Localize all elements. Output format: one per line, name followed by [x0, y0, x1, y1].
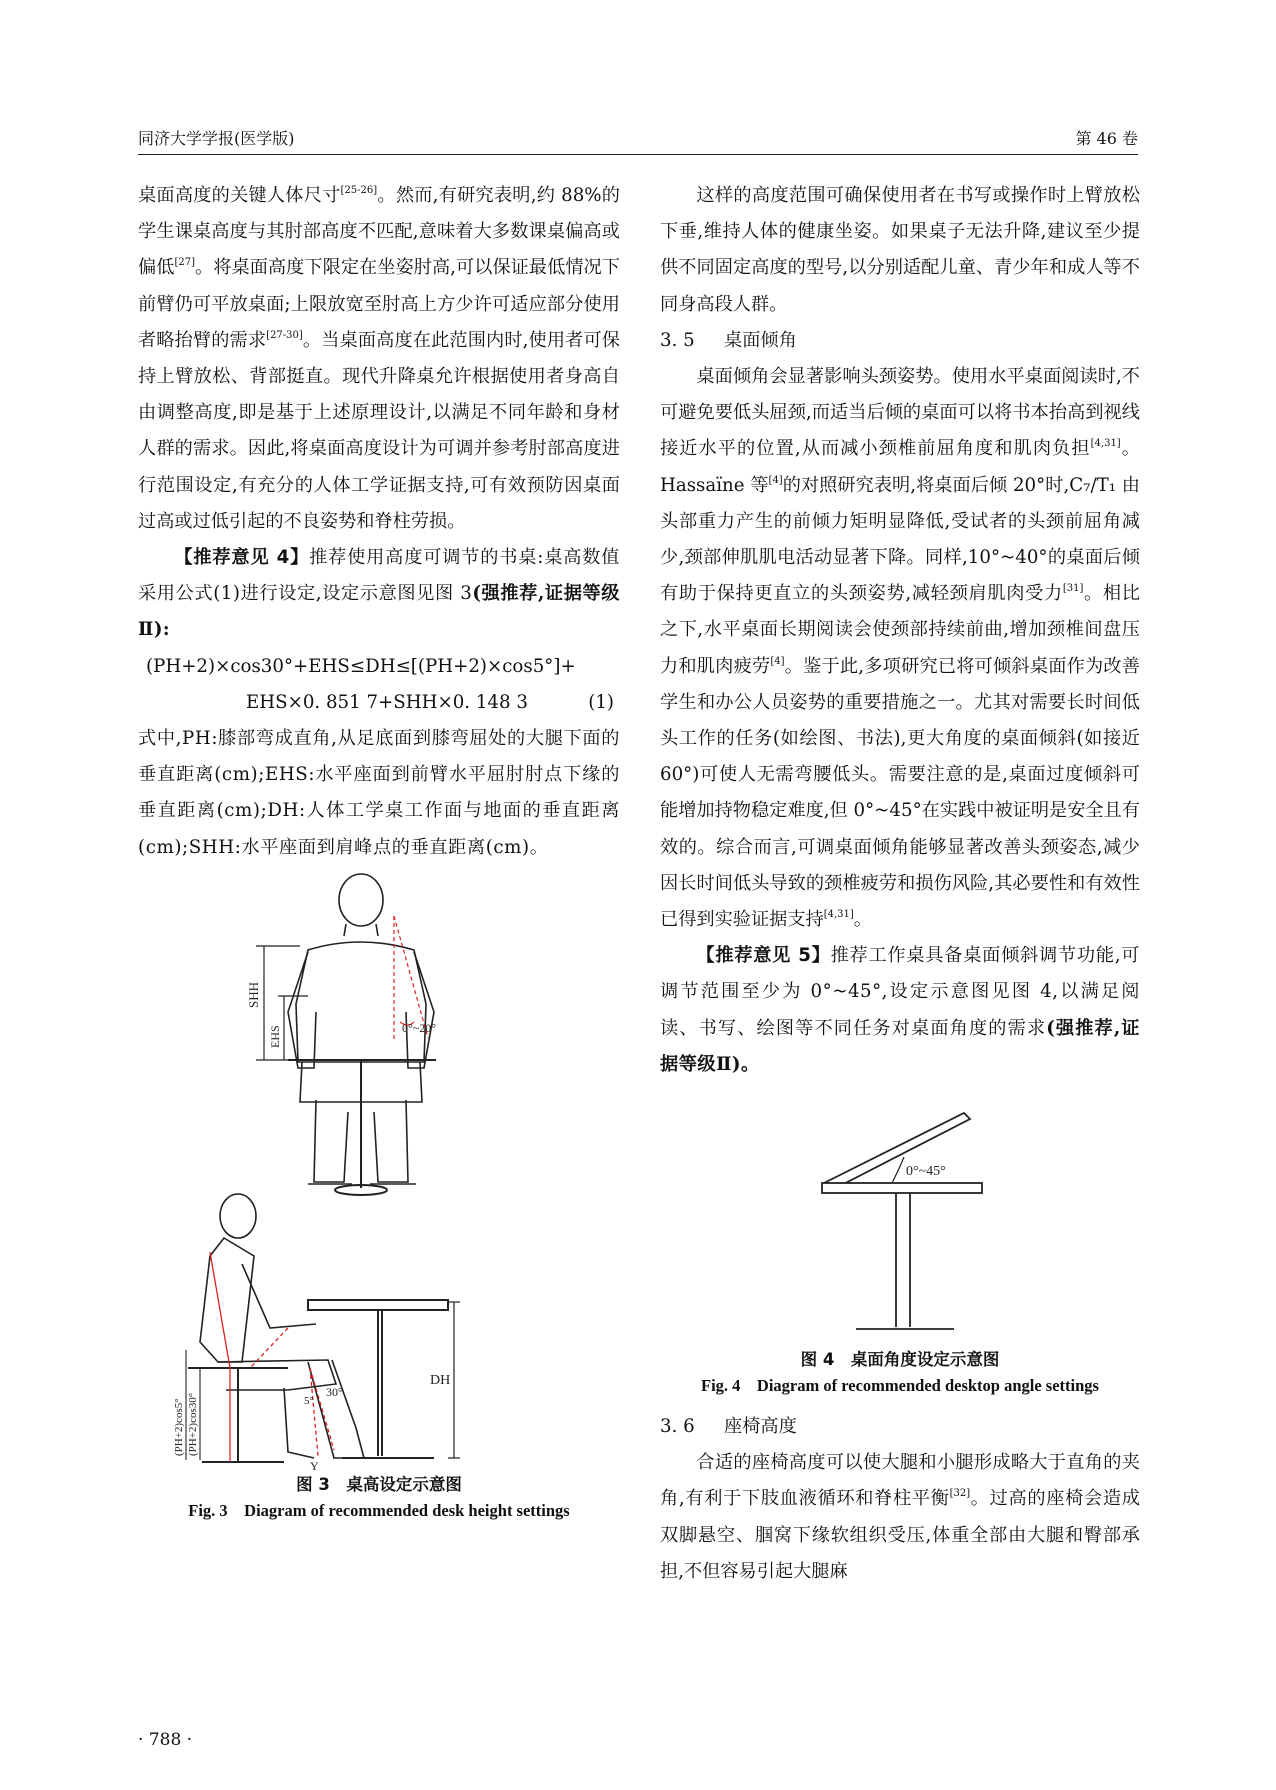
fig4-angle-label: 0°~45°: [906, 1164, 946, 1180]
angle-arc: [892, 1157, 904, 1183]
figure-4-caption-en: Fig. 4 Diagram of recommended desktop angle settings: [701, 1376, 1099, 1396]
side-angle-label: 30°: [326, 1384, 343, 1399]
section-number: 3. 6: [660, 1416, 695, 1438]
side-angle-lines: [210, 1252, 334, 1462]
figure-3-diagram: [138, 872, 620, 1472]
tilted-desk: [822, 1113, 982, 1193]
section-title: 座椅高度: [724, 1416, 797, 1438]
citation: [4]: [768, 474, 783, 486]
section-3-5-heading: [660, 323, 1140, 359]
right-paragraph-3: 合适的座椅高度可以使大腿和小腿形成略大于直角的夹角,有利于下肢血液循环和脊柱平衡[32]。过高的座椅会造成双脚悬空、腘窝下缘软组织受压,体重全部由大腿和臀部承担,不但容易引起大腿麻: [660, 1452, 1140, 1582]
citation: [27-30]: [266, 329, 303, 341]
figure-3-caption: [138, 1472, 620, 1524]
equation-number: (1): [588, 691, 614, 713]
formula-1: [138, 649, 620, 721]
cos30-label: (PH+2)cos30°: [187, 1392, 199, 1456]
journal-title: 同济大学学报(医学版): [138, 129, 295, 148]
ehs-label: EHS: [268, 1025, 282, 1048]
left-paragraph-1: 桌面高度的关键人体尺寸[25-26]。然而,有研究表明,约 88%的学生课桌高度与其肘部高度不匹配,意味着大多数课桌偏高或偏低[27]。将桌面高度下限定在坐姿肘高,可以保证最低情况下前臂仍可平放桌面;上限放宽至肘高上方少许可适应部分使用者略抬臂的需求[27-30]。当桌面高度在此范围内时,使用者可保持上臂放松、背部挺直。现代升降桌允许根据使用者身高自由调整高度,即是基于上述原理设计,以满足不同年龄和身材人群的需求。因此,将桌面高度设计为可调并参考肘部高度进行范围设定,有充分的人体工学证据支持,可有效预防因桌面过高或过低引起的不良姿势和脊柱劳损。: [138, 185, 620, 532]
citation: [4]: [770, 655, 785, 667]
section-title: 桌面倾角: [724, 329, 797, 351]
figure-4: [660, 1097, 1140, 1399]
figure-4-diagram: [660, 1097, 1140, 1347]
y-axis-label: Y: [310, 1458, 319, 1472]
formula-line-2: EHS×0. 851 7+SHH×0. 148 3 (1): [138, 685, 620, 721]
side-view-person: [200, 1194, 364, 1458]
figure-3: [138, 872, 620, 1524]
page-number: · 788 ·: [138, 1730, 193, 1750]
recommendation-5: 【推荐意见 5】推荐工作桌具备桌面倾斜调节功能,可调节范围至少为 0°~45°,设定示意图见图 4,以满足阅读、书写、绘图等不同任务对桌面角度的需求(强推荐,证据等级Ⅱ)。: [660, 945, 1140, 1075]
right-column: [660, 178, 1140, 1590]
figure-3-caption-cn: 图 3 桌高设定示意图: [296, 1474, 462, 1494]
citation: [27]: [174, 257, 195, 269]
dh-label: DH: [430, 1372, 451, 1388]
section-number: 3. 5: [660, 329, 695, 351]
citation: [4,31]: [823, 909, 854, 921]
recommendation-label: 【推荐意见 5】: [696, 945, 831, 967]
citation: [25-26]: [340, 185, 378, 196]
right-paragraph-1: 这样的高度范围可确保使用者在书写或操作时上臂放松下垂,维持人体的健康坐姿。如果桌子无法升降,建议至少提供不同固定高度的型号,以分别适配儿童、青少年和成人等不同身高段人群。: [660, 185, 1140, 315]
volume-label: 第 46 卷: [1075, 129, 1138, 148]
formula-definitions: 式中,PH:膝部弯成直角,从足底面到膝弯屈处的大腿下面的垂直距离(cm);EHS:水平座面到前臂水平屈肘肘点下缘的垂直距离(cm);DH:人体工学桌工作面与地面的垂直距离(cm);SHH:水平座面到肩峰点的垂直距离(cm)。: [138, 728, 620, 858]
side-view-chair: [188, 1368, 288, 1462]
citation: [4,31]: [1090, 438, 1121, 450]
cos5-label: (PH+2)cos5°: [173, 1398, 185, 1456]
recommendation-label: 【推荐意见 4】: [174, 547, 310, 569]
left-column: [138, 178, 620, 1524]
shh-label: SHH: [246, 981, 261, 1008]
citation: [32]: [949, 1488, 971, 1500]
formula-line-1: (PH+2)×cos30°+EHS≤DH≤[(PH+2)×cos5°]+: [146, 655, 576, 677]
shh-dimension: [256, 946, 308, 1060]
right-paragraph-2: 桌面倾角会显著影响头颈姿势。使用水平桌面阅读时,不可避免要低头屈颈,而适当后倾的桌面可以将书本抬高到视线接近水平的位置,从而减小颈椎前屈角度和肌肉负担[4,31]。Hassaïne 等[4]的对照研究表明,将桌面后倾 20°时,C₇/T₁ 由头部重力产生的前倾力矩明显降低,受试者的头颈前屈角减少,颈部伸肌肌电活动显著下降。同样,10°~40°的桌面后倾有助于保持更直立的头颈姿势,减轻颈肩肌肉受力[31]。相比之下,水平桌面长期阅读会使颈部持续前曲,增加颈椎间盘压力和肌肉疲劳[4]。鉴于此,多项研究已将可倾斜桌面作为改善学生和办公人员姿势的重要措施之一。尤其对需要长时间低头工作的任务(如绘图、书法),更大角度的桌面倾斜(如接近 60°)可使人无需弯腰低头。需要注意的是,桌面过度倾斜可能增加持物稳定难度,但 0°~45°在实践中被证明是安全且有效的。综合而言,可调桌面倾角能够显著改善头颈姿态,减少因长时间低头导致的颈椎疲劳和损伤风险,其必要性和有效性已得到实验证据支持[4,31]。: [660, 366, 1140, 931]
front-angle-label: 0°~20°: [402, 1020, 437, 1035]
citation: [31]: [1062, 583, 1084, 595]
desk-stand: [856, 1193, 954, 1329]
running-head: [138, 122, 1138, 155]
front-view-seat: [288, 1060, 436, 1195]
small-angle-label: 5°: [304, 1394, 314, 1407]
section-3-6-heading: [660, 1409, 1140, 1445]
recommendation-4: 【推荐意见 4】推荐使用高度可调节的书桌:桌高数值采用公式(1)进行设定,设定示意图见图 3(强推荐,证据等级Ⅱ):: [138, 547, 620, 641]
side-view-desk: [308, 1300, 451, 1458]
figure-4-caption: [660, 1347, 1140, 1399]
figure-4-caption-cn: 图 4 桌面角度设定示意图: [800, 1350, 1000, 1370]
figure-3-caption-en: Fig. 3 Diagram of recommended desk height settings: [188, 1500, 570, 1520]
